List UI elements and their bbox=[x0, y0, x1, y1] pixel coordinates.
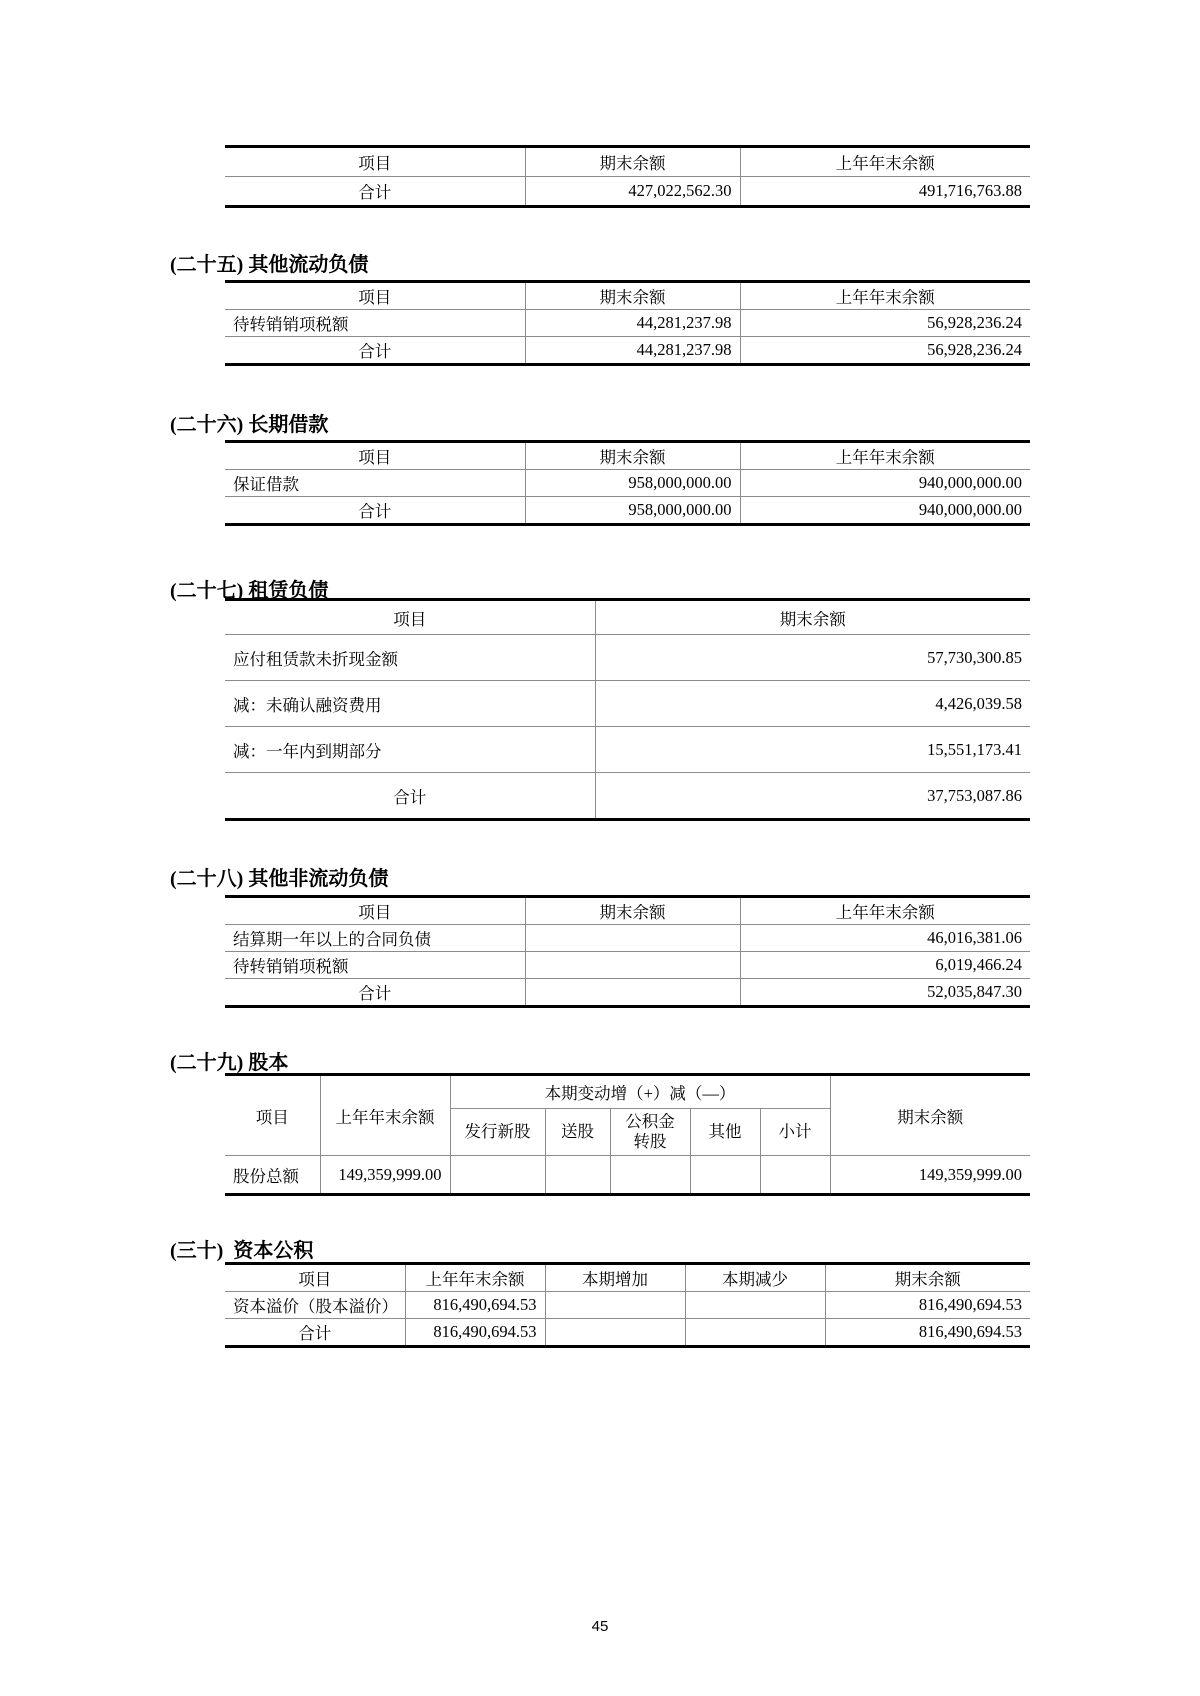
value-ending-balance bbox=[525, 925, 740, 952]
table-row-total bbox=[225, 337, 1030, 365]
value-ending-balance: 816,490,694.53 bbox=[825, 1319, 1030, 1347]
column-header-current-increase: 本期增加 bbox=[545, 1264, 685, 1292]
capital-reserve-table bbox=[225, 1262, 1030, 1348]
row-label: 减：一年内到期部分 bbox=[225, 727, 595, 773]
value-subtotal bbox=[760, 1156, 830, 1195]
column-header-ending-balance: 期末余额 bbox=[525, 897, 740, 925]
table-row-total bbox=[225, 979, 1030, 1007]
row-label: 资本溢价（股本溢价） bbox=[225, 1292, 405, 1319]
value-ending-balance: 57,730,300.85 bbox=[595, 635, 1030, 681]
row-label: 减：未确认融资费用 bbox=[225, 681, 595, 727]
column-header-item: 项目 bbox=[358, 154, 392, 173]
table-row bbox=[225, 1156, 1030, 1195]
other-non-current-liabilities-table bbox=[225, 895, 1030, 1008]
column-header-prior-year-balance: 上年年末余额 bbox=[740, 147, 1030, 177]
row-label-total: 合计 bbox=[225, 497, 525, 525]
value-prior-year-balance: 52,035,847.30 bbox=[740, 979, 1030, 1007]
table-row bbox=[225, 925, 1030, 952]
value-ending-balance: 427,022,562.30 bbox=[525, 177, 740, 207]
column-header-item: 项目 bbox=[255, 1107, 289, 1127]
value-prior-year-balance: 816,490,694.53 bbox=[405, 1292, 545, 1319]
value-prior-year-balance: 491,716,763.88 bbox=[740, 177, 1030, 207]
table-row bbox=[225, 470, 1030, 497]
row-label-total: 合计 bbox=[225, 979, 525, 1007]
value-ending-balance: 958,000,000.00 bbox=[525, 470, 740, 497]
value-ending-balance: 958,000,000.00 bbox=[525, 497, 740, 525]
column-header-item: 项目 bbox=[393, 609, 427, 629]
section-title-capital-reserve: (三十) 资本公积 bbox=[170, 1240, 314, 1262]
column-header-other: 其他 bbox=[690, 1109, 760, 1156]
value-prior-year-balance: 940,000,000.00 bbox=[740, 470, 1030, 497]
value-ending-balance: 4,426,039.58 bbox=[595, 681, 1030, 727]
table-row-total bbox=[225, 1319, 1030, 1347]
row-label: 股份总额 bbox=[225, 1156, 320, 1195]
value-prior-year-balance: 6,019,466.24 bbox=[740, 952, 1030, 979]
value-ending-balance: 15,551,173.41 bbox=[595, 727, 1030, 773]
row-label-total: 合计 bbox=[225, 337, 525, 365]
row-label-total: 合计 bbox=[225, 773, 595, 820]
column-header-prior-year-balance: 上年年末余额 bbox=[320, 1075, 450, 1156]
table-row bbox=[225, 635, 1030, 681]
row-label: 结算期一年以上的合同负债 bbox=[225, 925, 525, 952]
row-label-total: 合计 bbox=[225, 177, 525, 207]
table-row bbox=[225, 1292, 1030, 1319]
column-header-ending-balance: 期末余额 bbox=[825, 1264, 1030, 1292]
section-title-share-capital: (二十九) 股本 bbox=[170, 1052, 289, 1074]
value-current-increase bbox=[545, 1319, 685, 1347]
section-title-other-current-liabilities: (二十五) 其他流动负债 bbox=[170, 254, 369, 276]
column-header-prior-year-balance: 上年年末余额 bbox=[740, 897, 1030, 925]
value-prior-year-balance: 56,928,236.24 bbox=[740, 310, 1030, 337]
value-prior-year-balance: 816,490,694.53 bbox=[405, 1319, 545, 1347]
column-header-ending-balance: 期末余额 bbox=[525, 442, 740, 470]
value-ending-balance: 44,281,237.98 bbox=[525, 310, 740, 337]
value-ending-balance: 149,359,999.00 bbox=[830, 1156, 1030, 1195]
column-header-item: 项目 bbox=[358, 903, 392, 922]
column-header-current-decrease: 本期减少 bbox=[685, 1264, 825, 1292]
value-other bbox=[690, 1156, 760, 1195]
column-header-change-group: 本期变动增（+）减（—） bbox=[450, 1075, 830, 1109]
table-row bbox=[225, 952, 1030, 979]
value-prior-year-balance: 46,016,381.06 bbox=[740, 925, 1030, 952]
long-term-borrowings-table bbox=[225, 440, 1030, 526]
table-row-total bbox=[225, 497, 1030, 525]
other-current-liabilities-table bbox=[225, 280, 1030, 366]
column-header-bonus-shares: 送股 bbox=[545, 1109, 610, 1156]
section-title-lease-liabilities: (二十七) 租赁负债 bbox=[170, 580, 329, 602]
value-ending-balance: 816,490,694.53 bbox=[825, 1292, 1030, 1319]
table-row bbox=[225, 681, 1030, 727]
row-label: 待转销销项税额 bbox=[225, 952, 525, 979]
table-row bbox=[225, 310, 1030, 337]
column-header-prior-year-balance: 上年年末余额 bbox=[740, 442, 1030, 470]
column-header-reserve-conversion: 公积金转股 bbox=[610, 1109, 690, 1156]
value-ending-balance: 44,281,237.98 bbox=[525, 337, 740, 365]
row-label: 保证借款 bbox=[225, 470, 525, 497]
row-label: 应付租赁款未折现金额 bbox=[225, 635, 595, 681]
value-new-shares bbox=[450, 1156, 545, 1195]
column-header-ending-balance: 期末余额 bbox=[595, 600, 1030, 635]
table-row bbox=[225, 177, 1030, 207]
table-row-total bbox=[225, 773, 1030, 820]
value-ending-balance bbox=[525, 979, 740, 1007]
lease-liabilities-table bbox=[225, 598, 1030, 821]
column-header-new-shares: 发行新股 bbox=[450, 1109, 545, 1156]
value-bonus-shares bbox=[545, 1156, 610, 1195]
row-label-total: 合计 bbox=[225, 1319, 405, 1347]
column-header-ending-balance: 期末余额 bbox=[525, 147, 740, 177]
value-prior-year-balance: 56,928,236.24 bbox=[740, 337, 1030, 365]
section-title-other-non-current-liabilities: (二十八) 其他非流动负债 bbox=[170, 868, 389, 890]
value-prior-year-balance: 940,000,000.00 bbox=[740, 497, 1030, 525]
value-current-increase bbox=[545, 1292, 685, 1319]
value-prior-year-balance: 149,359,999.00 bbox=[320, 1156, 450, 1195]
row-label: 待转销销项税额 bbox=[225, 310, 525, 337]
column-header-item: 项目 bbox=[358, 288, 392, 307]
section-title-long-term-borrowings: (二十六) 长期借款 bbox=[170, 414, 329, 436]
value-reserve-conversion bbox=[610, 1156, 690, 1195]
value-current-decrease bbox=[685, 1292, 825, 1319]
summary-total-table bbox=[225, 145, 1030, 208]
column-header-item: 项目 bbox=[298, 1270, 332, 1289]
column-header-subtotal: 小计 bbox=[760, 1109, 830, 1156]
value-current-decrease bbox=[685, 1319, 825, 1347]
share-capital-table bbox=[225, 1073, 1030, 1196]
column-header-prior-year-balance: 上年年末余额 bbox=[740, 282, 1030, 310]
column-header-ending-balance: 期末余额 bbox=[830, 1075, 1030, 1156]
column-header-ending-balance: 期末余额 bbox=[525, 282, 740, 310]
value-ending-balance bbox=[525, 952, 740, 979]
table-row bbox=[225, 727, 1030, 773]
column-header-item: 项目 bbox=[358, 448, 392, 467]
page-number: 45 bbox=[591, 1618, 609, 1635]
column-header-prior-year-balance: 上年年末余额 bbox=[405, 1264, 545, 1292]
value-ending-balance: 37,753,087.86 bbox=[595, 773, 1030, 820]
